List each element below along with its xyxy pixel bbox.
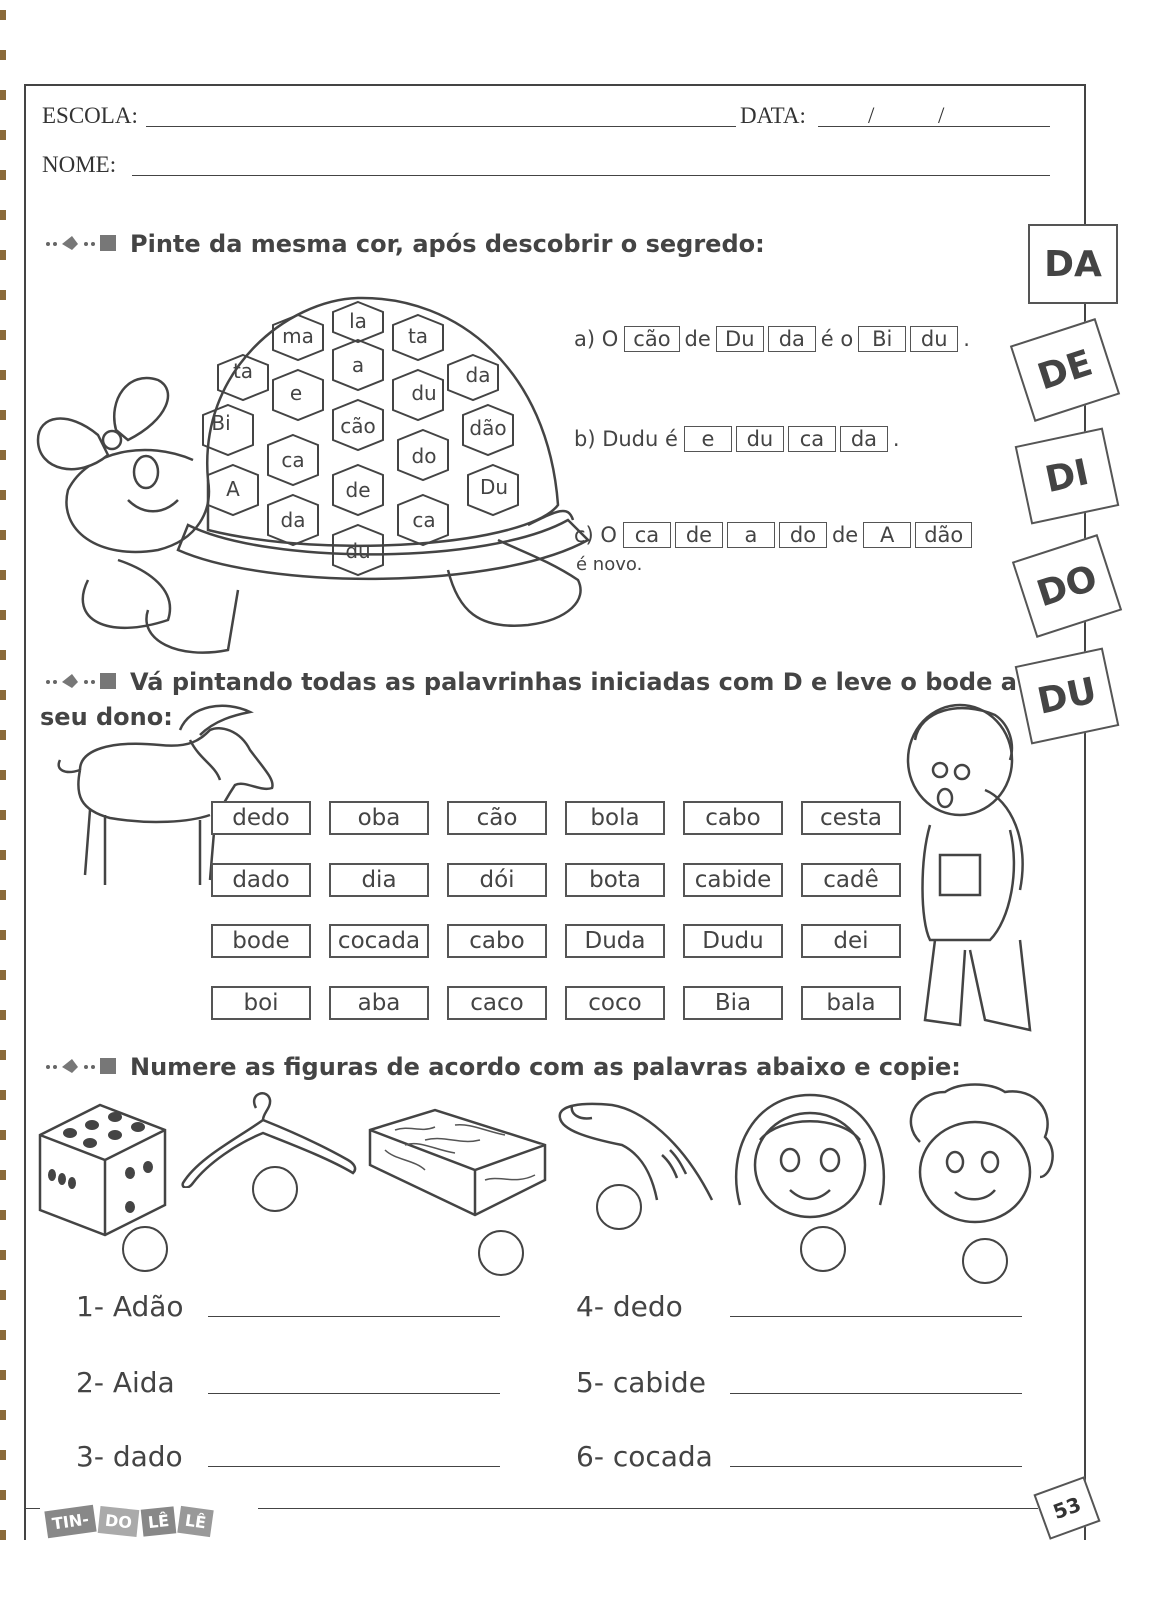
answer-circle-finger[interactable] <box>596 1184 642 1230</box>
shell-syllable: da <box>465 363 491 387</box>
word-box[interactable]: cesta <box>801 801 901 835</box>
shell-syllable: ma <box>282 324 314 348</box>
word-box[interactable]: oba <box>329 801 429 835</box>
spiral-binding <box>0 0 14 1600</box>
footer-line <box>258 1508 1038 1509</box>
syllable-box[interactable]: de <box>675 522 723 548</box>
syllable-box[interactable]: du <box>736 426 784 452</box>
shell-syllable: du <box>411 381 437 405</box>
syllable-box[interactable]: Bi <box>858 326 906 352</box>
escola-field[interactable] <box>146 126 736 127</box>
date-separator-1: / <box>868 103 875 128</box>
shell-syllable: Du <box>479 475 509 499</box>
bullet-icon <box>44 1053 124 1081</box>
item-2-copy-line[interactable] <box>208 1393 500 1394</box>
escola-label: ESCOLA: <box>42 103 138 128</box>
nome-label: NOME: <box>42 152 117 177</box>
shell-syllable: dão <box>469 416 507 440</box>
data-field[interactable] <box>818 126 1050 127</box>
dice-illustration <box>30 1095 175 1245</box>
page-number: 53 <box>1033 1476 1100 1540</box>
word-box[interactable]: dei <box>801 924 901 958</box>
sentence-1 <box>574 326 973 352</box>
side-syllable-da: DA <box>1028 224 1118 304</box>
shell-syllable: e <box>289 381 303 405</box>
data-label: DATA: <box>740 103 806 128</box>
word-box[interactable]: cocada <box>329 924 429 958</box>
shell-syllable: de <box>345 478 371 502</box>
section2-instruction <box>44 668 1017 696</box>
item-3-label: 3- dado <box>76 1440 183 1473</box>
answer-circle-hanger[interactable] <box>252 1166 298 1212</box>
nome-field[interactable] <box>132 175 1050 176</box>
answer-circle-dice[interactable] <box>122 1226 168 1272</box>
item-4-copy-line[interactable] <box>730 1316 1022 1317</box>
shell-syllable: Bi <box>211 411 231 435</box>
item-5-label: 5- cabide <box>576 1366 706 1399</box>
syllable-box[interactable]: ca <box>788 426 836 452</box>
syllable-box[interactable]: dão <box>915 522 972 548</box>
word-box[interactable]: bola <box>565 801 665 835</box>
word-box[interactable]: dói <box>447 863 547 897</box>
word-box[interactable]: caco <box>447 986 547 1020</box>
syllable-box[interactable]: e <box>684 426 732 452</box>
word-box[interactable]: boi <box>211 986 311 1020</box>
word-box[interactable]: bala <box>801 986 901 1020</box>
boy-face-illustration <box>900 1082 1060 1232</box>
shell-syllable: du <box>345 539 371 563</box>
word-box[interactable]: bota <box>565 863 665 897</box>
side-syllable-de: DE <box>1010 318 1120 422</box>
sentence-prefix: c) O <box>574 523 617 547</box>
sentence-text: de <box>831 523 859 547</box>
answer-circle-cocada[interactable] <box>478 1230 524 1276</box>
syllable-box[interactable]: a <box>727 522 775 548</box>
word-box[interactable]: aba <box>329 986 429 1020</box>
shell-syllable: ta <box>407 324 429 348</box>
shell-syllable: ca <box>412 508 436 532</box>
side-syllable-di: DI <box>1015 428 1120 525</box>
item-3-copy-line[interactable] <box>208 1466 500 1467</box>
sentence-3 <box>574 522 974 548</box>
sentence-text: é o <box>820 327 854 351</box>
sentence-text: . <box>892 427 900 451</box>
finger-illustration <box>552 1100 722 1205</box>
section1-instruction <box>44 230 765 258</box>
shell-syllable: la <box>349 309 367 333</box>
word-box[interactable]: cadê <box>801 863 901 897</box>
bullet-icon <box>44 668 124 696</box>
sentence-suffix: é novo. <box>576 554 643 575</box>
section3-instruction-text: Numere as figuras de acordo com as palavras abaixo e copie: <box>130 1053 961 1081</box>
syllable-box[interactable]: da <box>768 326 816 352</box>
word-box[interactable]: cabide <box>683 863 783 897</box>
side-syllable-du: DU <box>1015 648 1120 745</box>
bullet-icon <box>44 230 124 258</box>
word-box[interactable]: bode <box>211 924 311 958</box>
sentence-prefix: b) Dudu é <box>574 427 678 451</box>
item-6-label: 6- cocada <box>576 1440 713 1473</box>
shell-syllable: cão <box>340 414 376 438</box>
shell-syllable: ca <box>281 448 305 472</box>
item-1-label: 1- Adão <box>76 1290 184 1323</box>
section1-instruction-text: Pinte da mesma cor, após descobrir o segredo: <box>130 230 765 258</box>
word-box[interactable]: Dudu <box>683 924 783 958</box>
girl-illustration <box>725 1090 895 1225</box>
item-2-label: 2- Aida <box>76 1366 175 1399</box>
word-box[interactable]: dedo <box>211 801 311 835</box>
word-box[interactable]: dia <box>329 863 429 897</box>
brand-part: DO <box>98 1506 139 1537</box>
brand-part: LÊ <box>177 1506 214 1537</box>
side-syllable-do: DO <box>1012 534 1122 638</box>
syllable-box[interactable]: da <box>840 426 888 452</box>
shell-syllable: da <box>280 508 306 532</box>
section3-instruction <box>44 1053 961 1081</box>
syllable-box[interactable]: Du <box>716 326 764 352</box>
sentence-text: . <box>963 327 970 351</box>
brand-logo <box>46 1508 212 1535</box>
word-box[interactable]: dado <box>211 863 311 897</box>
item-4-label: 4- dedo <box>576 1290 683 1323</box>
shell-syllable: a <box>351 353 365 377</box>
turtle-illustration <box>28 290 598 666</box>
section2-instruction-line1: Vá pintando todas as palavrinhas iniciadas com D e leve o bode a <box>130 668 1017 696</box>
shell-syllable: do <box>411 444 437 468</box>
sentence-prefix: a) O <box>574 327 619 351</box>
sentence-text: de <box>684 327 711 351</box>
word-box[interactable]: cabo <box>447 924 547 958</box>
word-box[interactable]: cabo <box>683 801 783 835</box>
date-separator-2: / <box>938 103 945 128</box>
syllable-box[interactable]: du <box>910 326 958 352</box>
syllable-box[interactable]: do <box>779 522 827 548</box>
answer-circle-girl[interactable] <box>800 1226 846 1272</box>
word-box[interactable]: cão <box>447 801 547 835</box>
item-1-copy-line[interactable] <box>208 1316 500 1317</box>
boy-illustration <box>900 700 1050 1050</box>
answer-circle-boy[interactable] <box>962 1238 1008 1284</box>
item-6-copy-line[interactable] <box>730 1466 1022 1467</box>
brand-part: TIN- <box>44 1505 96 1539</box>
syllable-box[interactable]: ca <box>623 522 671 548</box>
footer-line-left <box>26 1508 40 1509</box>
syllable-box[interactable]: cão <box>624 326 679 352</box>
cocada-illustration <box>365 1105 550 1220</box>
word-box[interactable]: coco <box>565 986 665 1020</box>
shell-syllable: A <box>226 477 240 501</box>
brand-part: LÊ <box>140 1506 176 1536</box>
word-box[interactable]: Bia <box>683 986 783 1020</box>
shell-syllable: ta <box>232 359 254 383</box>
syllable-box[interactable]: A <box>863 522 911 548</box>
item-5-copy-line[interactable] <box>730 1393 1022 1394</box>
sentence-2 <box>574 426 903 452</box>
word-box[interactable]: Duda <box>565 924 665 958</box>
section2-instruction-line2: seu dono: <box>40 703 173 731</box>
